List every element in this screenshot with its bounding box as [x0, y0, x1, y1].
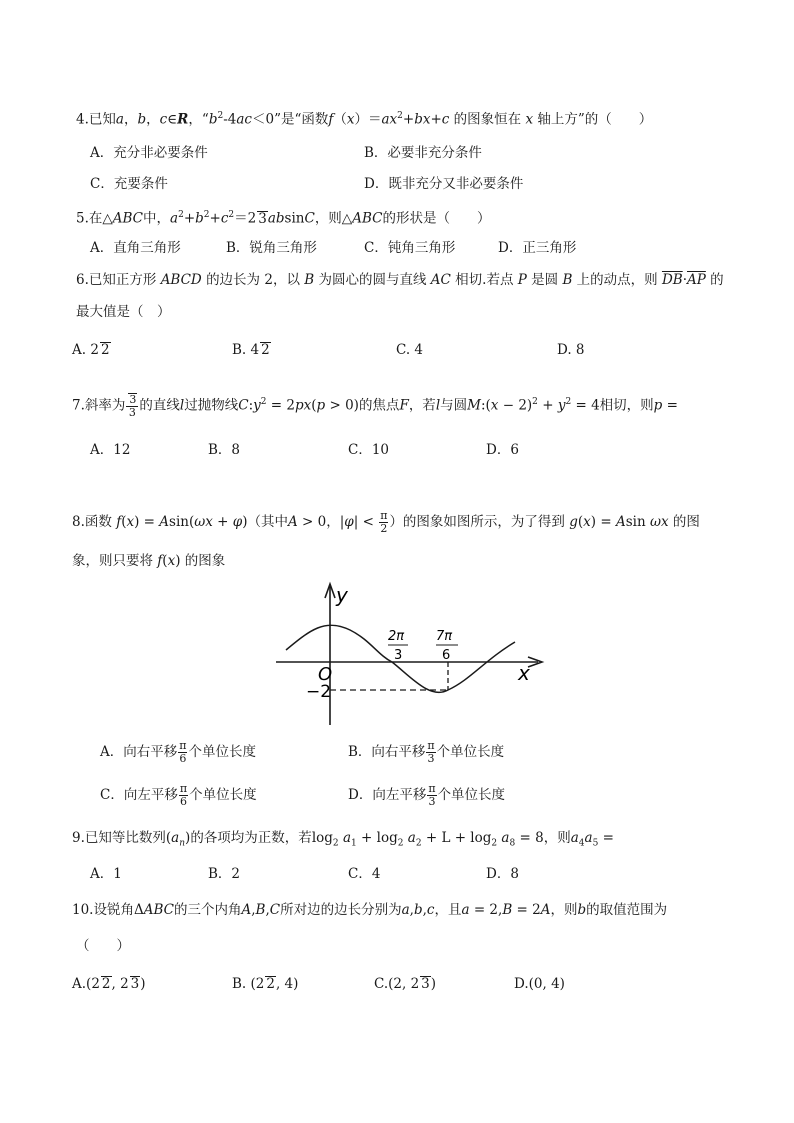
x-axis-label: x [518, 661, 530, 685]
tick-2pi-3-den: 3 [394, 648, 403, 663]
q4-stem: 4.已知a，b，c∈R，“$b^2-4ac<0$”是“函数$f(x)=ax^2+bx+c$ 的图象恒在 x 轴上方”的（ ） [76, 111, 653, 128]
q9-option-d[interactable]: D．8 [486, 866, 519, 882]
q5-option-d[interactable]: D．正三角形 [498, 240, 577, 256]
q8-stem-line2: 象，则只要将 f(x) 的图象 [72, 553, 226, 569]
q9-option-a[interactable]: A．1 [90, 866, 122, 882]
q6-stem: 6.已知正方形 ABCD 的边长为 2，以 B 为圆心的圆与直线 AC 相切.若点 P 是圆 B 上的动点，则 $\overline{DB}\cdot\overline{AP}$ 的 [76, 272, 724, 288]
q10-option-c[interactable]: C.(2, 2 3) [374, 976, 437, 992]
q6-option-b[interactable]: B. 4 2 [232, 342, 270, 358]
q5-stem: 5.在△ABC中，$a^2+b^2+c^2=2$ 3absinC，则△ABC的形状是（ ） [76, 210, 491, 227]
min-label: −2 [306, 682, 332, 702]
tick-2pi-3-num: 2π [388, 629, 405, 644]
q10-option-a[interactable]: A.(2 2, 2 3) [72, 976, 146, 992]
origin-label: O [318, 664, 333, 685]
q10-stem-line2: （ ） [76, 938, 130, 954]
q7-option-a[interactable]: A．12 [90, 442, 131, 458]
q10-option-d[interactable]: D.(0, 4) [514, 976, 565, 992]
tick-7pi-6-num: 7π [436, 629, 453, 644]
q7-option-d[interactable]: D．6 [486, 442, 519, 458]
q7-option-c[interactable]: C．10 [348, 442, 390, 458]
q6-option-c[interactable]: C. 4 [396, 342, 424, 358]
q10-stem: 10.设锐角ΔABC的三个内角A,B,C所对边的边长分别为a,b,c，且a = 2,B = 2A，则b的取值范围为 [72, 902, 668, 918]
q4-option-a[interactable]: A．充分非必要条件 [90, 145, 208, 161]
q8-option-c[interactable]: C．向左平移 $\frac{\pi}{6}$ 个单位长度 [100, 782, 257, 808]
q8-stem: 8.函数 f(x) = Asin(ωx + φ)（其中A > 0，|φ| < $\frac{\pi}{2}$ ）的图象如图所示，为了得到 g(x) = Asin ωx 的图 [72, 509, 700, 535]
q4-option-c[interactable]: C．充要条件 [90, 176, 168, 192]
q6-option-d[interactable]: D. 8 [557, 342, 585, 358]
q7-stem: 7.斜率为 $\frac{3}{3}$ 的直线l过抛物线$C:y^2 = 2px(p > 0)$的焦点F，若l与圆M:(x − $2)^2 + y^2 = 4$相切，则p = [72, 393, 678, 419]
q4-option-d[interactable]: D．既非充分又非必要条件 [364, 176, 524, 192]
q7-option-b[interactable]: B．8 [208, 442, 241, 458]
q5-option-c[interactable]: C．钝角三角形 [364, 240, 456, 256]
tick-7pi-6-den: 6 [442, 648, 451, 663]
q5-option-b[interactable]: B．锐角三角形 [226, 240, 317, 256]
q5-option-a[interactable]: A．直角三角形 [90, 240, 181, 256]
q9-option-c[interactable]: C．4 [348, 866, 381, 882]
q9-option-b[interactable]: B．2 [208, 866, 241, 882]
q6-stem-line2: 最大值是（ ） [76, 304, 171, 320]
q8-option-d[interactable]: D．向左平移 $\frac{\pi}{3}$ 个单位长度 [348, 782, 506, 808]
q8-option-b[interactable]: B．向右平移 $\frac{\pi}{3}$ 个单位长度 [348, 739, 505, 765]
q9-stem: 9.已知等比数列$(a_n)$的各项均为正数，若$\log_2 a_1 + \log_2 a_2 + L + \log_2 a_8 = 8$，则$a_4a_5$ = [72, 830, 614, 849]
q10-option-b[interactable]: B. (2 2, 4) [232, 976, 299, 992]
q4-option-b[interactable]: B．必要非充分条件 [364, 145, 482, 161]
q8-graph [270, 580, 560, 730]
q8-option-a[interactable]: A．向右平移 $\frac{\pi}{6}$ 个单位长度 [100, 739, 256, 765]
y-axis-label: y [336, 583, 348, 607]
q6-option-a[interactable]: A. 2 2 [72, 342, 110, 358]
